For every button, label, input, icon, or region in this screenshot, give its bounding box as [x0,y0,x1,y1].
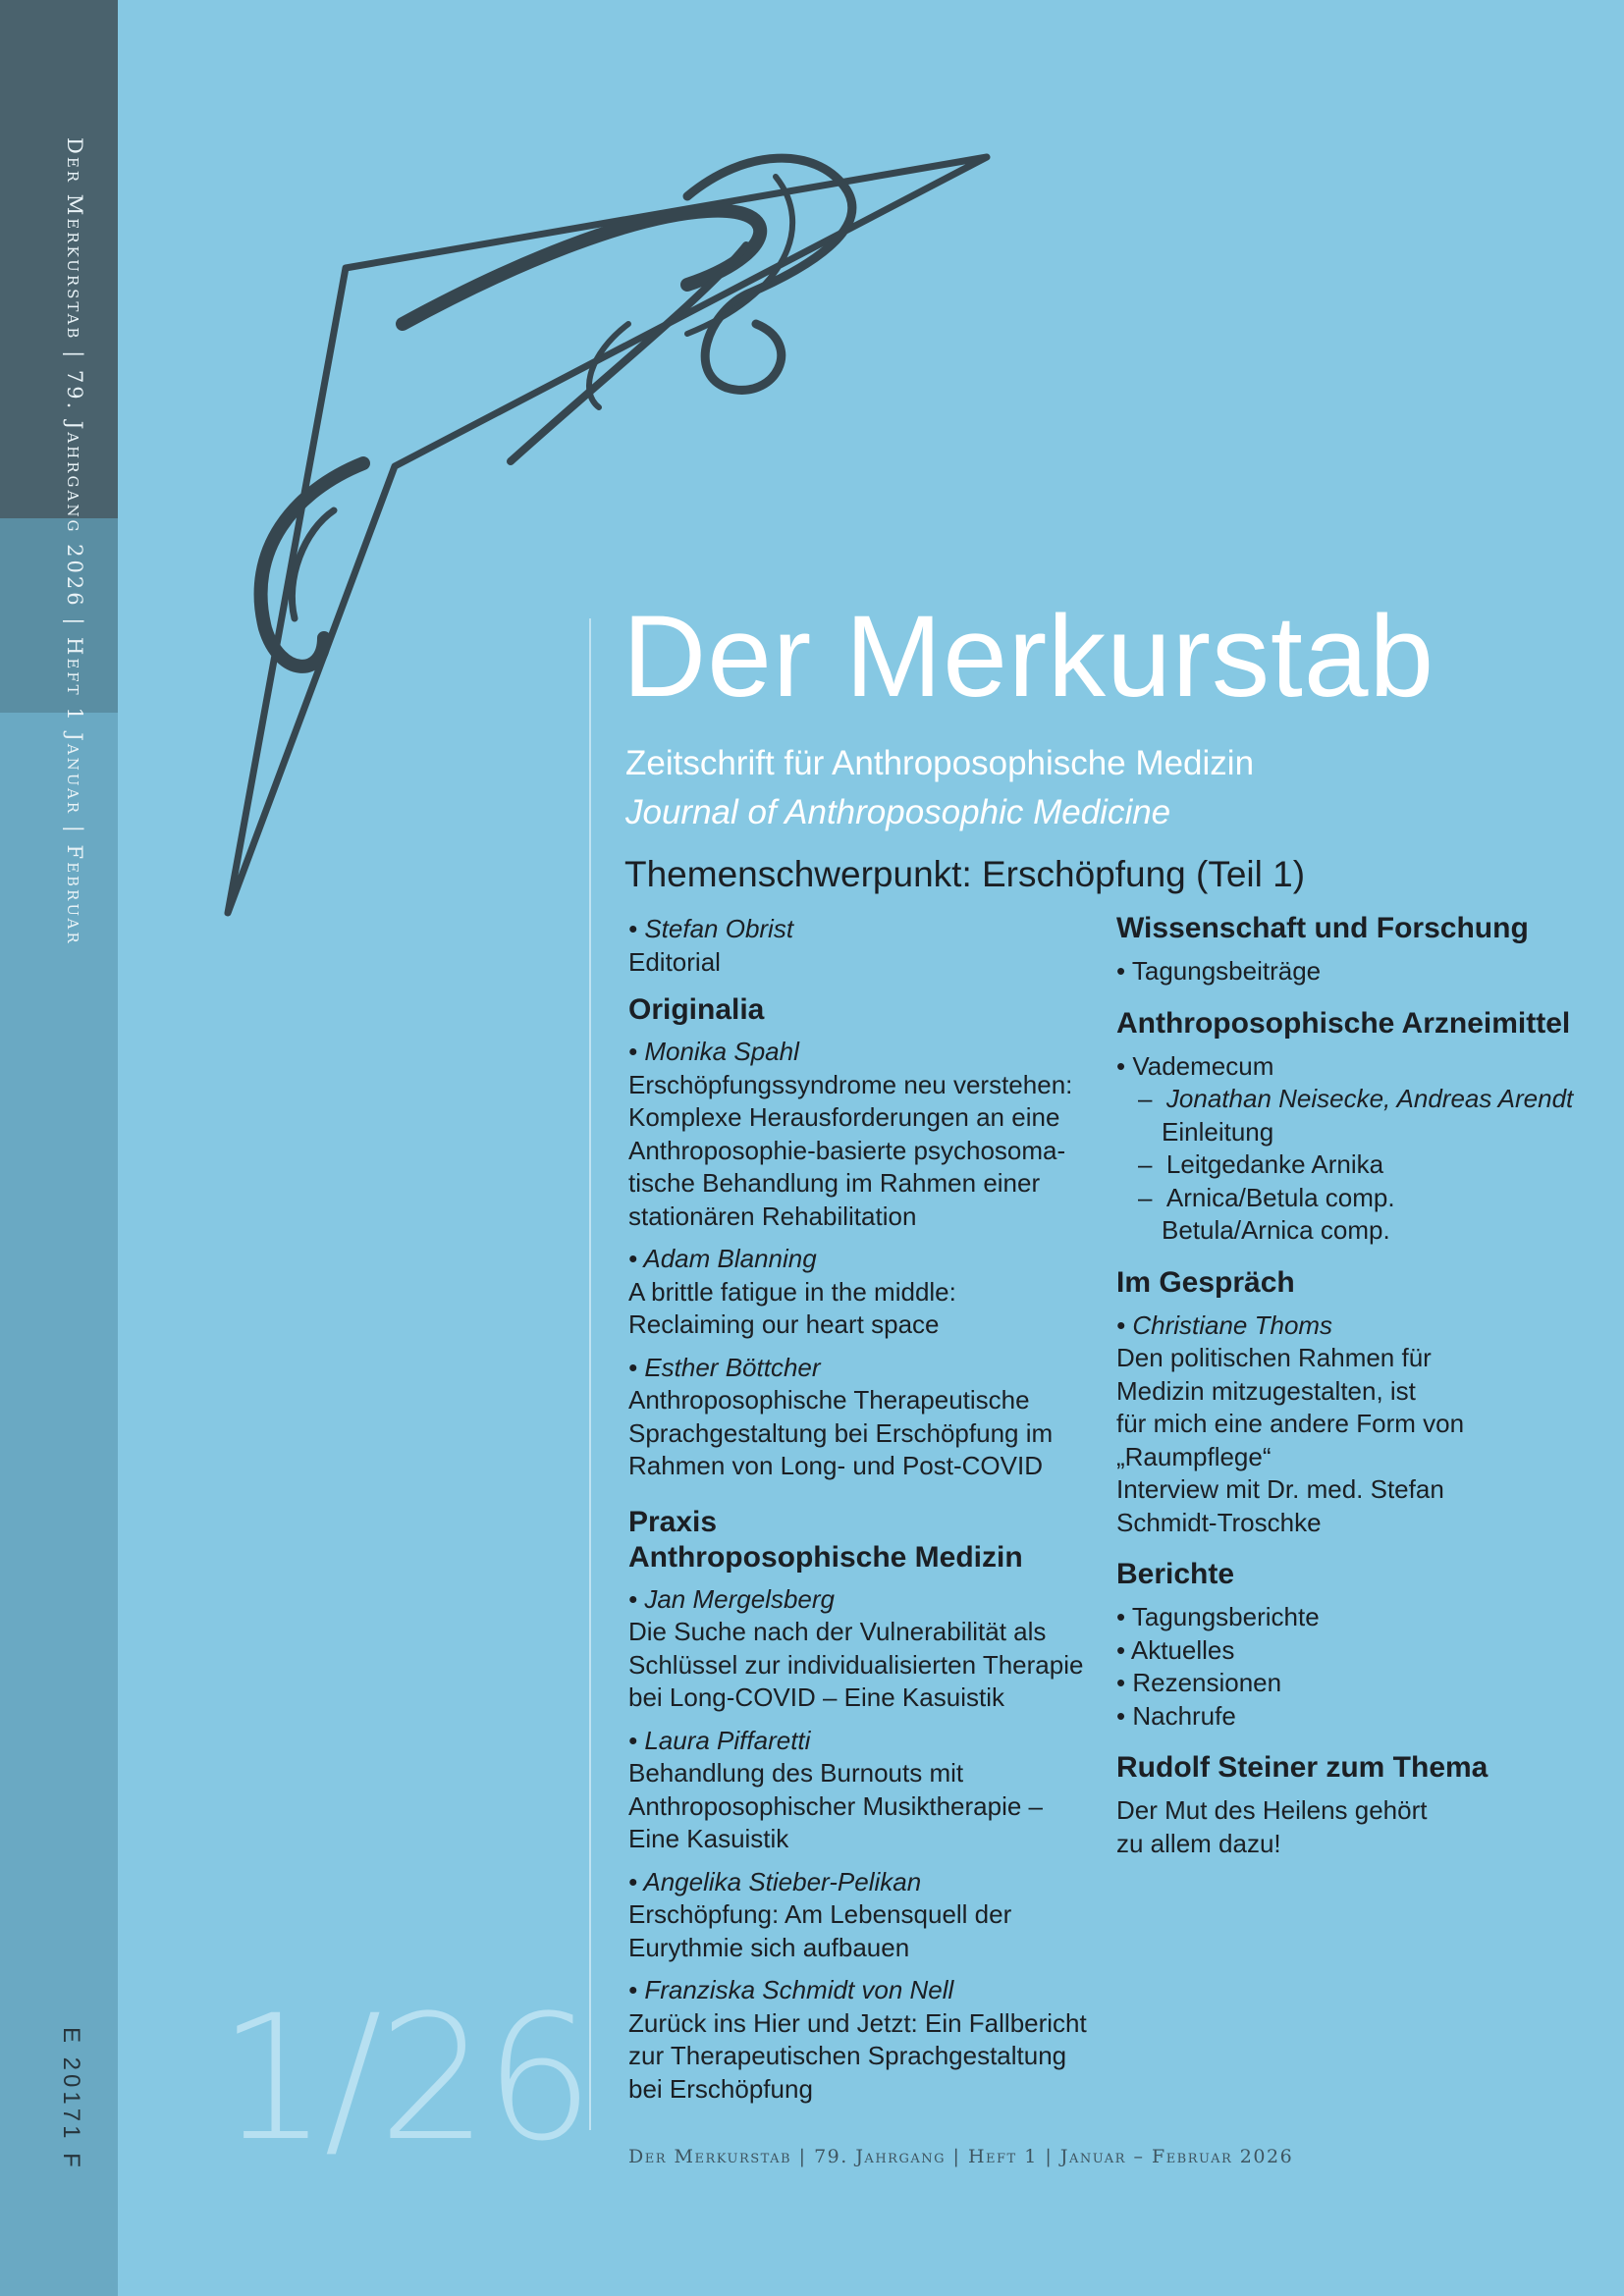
section-heading-gespraech: Im Gespräch [1116,1265,1295,1299]
article-title-line: „Raumpflege“ [1116,1441,1272,1471]
contents-left-column [628,913,1100,2106]
article-title-line: stationären Rehabilitation [628,1201,917,1231]
list-item: • Aktuelles [1116,1634,1235,1665]
article-entry [628,1036,1100,1233]
author: • Laura Piffaretti [628,1725,811,1755]
section-heading-originalia: Originalia [628,993,765,1026]
subtitle-english: Journal of Anthroposophic Medicine [625,793,1171,831]
subtitle-german: Zeitschrift für Anthroposophische Medizin [625,744,1255,782]
article-title-line: Die Suche nach der Vulnerabilität als [628,1617,1047,1646]
author: • Stefan Obrist [628,914,794,943]
sub-item-text: Arnica/Betula comp. [1165,1182,1395,1212]
list-item-text: • Vademecum [1116,1050,1274,1081]
dash-mark: – [1138,1149,1153,1179]
author: • Esther Böttcher [628,1352,821,1382]
article-entry [628,1974,1100,2106]
sub-item-continuation: Betula/Arnica comp. [1162,1215,1390,1245]
spine-title: Der Merkurstab | 79. Jahrgang 2026 | Heft 1 Januar | Februar [63,137,86,946]
article-title-line: Komplexe Herausforderungen an eine [628,1102,1060,1132]
article-title-line: Eine Kasuistik [628,1824,789,1853]
dash-mark: – [1138,1182,1153,1212]
article-title-line: A brittle fatigue in the middle: [628,1276,956,1307]
article-entry [628,1725,1100,1856]
article-title-line: Reclaiming our heart space [628,1309,940,1339]
author: • Christiane Thoms [1116,1309,1333,1340]
issue-number: 1/26 [218,1978,591,2179]
article-title-line: Anthroposophische Therapeutische [628,1385,1030,1415]
steiner-entry [1116,1794,1607,1860]
footer-line: Der Merkurstab | 79. Jahrgang | Heft 1 | Januar – Februar 2026 [628,2146,1294,2167]
section-heading-praxis: Praxis [628,1505,718,1538]
article-title-line: Schlüssel zur individualisierten Therapie [628,1649,1084,1680]
article-title-line: Anthroposophischer Musiktherapie – [628,1790,1044,1821]
article-entry [628,1866,1100,1965]
author: Jonathan Neisecke, Andreas Arendt [1165,1084,1574,1113]
editorial-entry [628,913,1100,979]
article-title-line: zur Therapeutischen Sprachgestaltung [628,2041,1067,2070]
article-title-line: Anthroposophie-basierte psychosoma- [628,1135,1066,1165]
author: • Franziska Schmidt von Nell [628,1975,954,2004]
section-heading-praxis-line2: Anthroposophische Medizin [628,1540,1023,1574]
journal-title: Der Merkurstab [623,592,1435,721]
author: • Adam Blanning [628,1244,817,1273]
article-title-line: tische Behandlung im Rahmen einer [628,1168,1041,1198]
article-title-line: Erschöpfungssyndrome neu verstehen: [628,1069,1073,1099]
theme-heading: Themenschwerpunkt: Erschöpfung (Teil 1) [624,854,1306,894]
sub-item [1116,1083,1607,1116]
article-title-line: Sprachgestaltung bei Erschöpfung im [628,1417,1054,1448]
article-title-line: bei Erschöpfung [628,2073,813,2104]
section-heading-wissenschaft: Wissenschaft und Forschung [1116,912,1529,944]
contents-right-column [1116,911,1607,1860]
sub-item-continuation: Einleitung [1162,1116,1274,1147]
article-title: Editorial [628,946,721,977]
article-title-line: bei Long-COVID – Eine Kasuistik [628,1682,1004,1712]
berichte-list [1116,1601,1607,1733]
vertical-divider [589,618,591,2130]
article-entry [628,1243,1100,1342]
article-title-line: Der Mut des Heilens gehört [1116,1795,1428,1825]
sub-item-text: Leitgedanke Arnika [1165,1149,1384,1179]
article-entry [628,1352,1100,1483]
article-entry [628,1583,1100,1715]
article-title-line: Medizin mitzugestalten, ist [1116,1375,1416,1406]
article-title-line: Interview mit Dr. med. Stefan [1116,1474,1444,1504]
spine-code: E 20171 F [58,2027,84,2171]
list-item-text: • Tagungsbeiträge [1116,956,1322,986]
list-item: • Nachrufe [1116,1700,1236,1731]
article-title-line: Erschöpfung: Am Lebensquell der [628,1899,1012,1929]
sub-item [1116,1148,1607,1182]
article-title-line: Zurück ins Hier und Jetzt: Ein Fallbericht [628,2007,1087,2038]
sub-item [1116,1182,1607,1215]
section-heading-arzneimittel: Anthroposophische Arzneimittel [1116,1006,1571,1040]
list-item [1116,955,1607,988]
list-item: • Rezensionen [1116,1668,1282,1697]
vademecum-entry [1116,1050,1607,1248]
dash-mark: – [1138,1084,1153,1113]
article-title-line: Rahmen von Long- und Post-COVID [628,1451,1043,1480]
section-heading-steiner: Rudolf Steiner zum Thema [1116,1751,1489,1784]
author: • Jan Mergelsberg [628,1583,835,1614]
article-title-line: Schmidt-Troschke [1116,1507,1322,1537]
article-title-line: für mich eine andere Form von [1116,1409,1465,1438]
author: • Monika Spahl [628,1037,799,1066]
interview-entry [1116,1309,1607,1540]
section-heading-berichte: Berichte [1116,1558,1235,1590]
article-title-line: Behandlung des Burnouts mit [628,1758,964,1788]
article-title-line: zu allem dazu! [1116,1828,1281,1858]
list-item: • Tagungsberichte [1116,1602,1320,1631]
article-title-line: Eurythmie sich aufbauen [628,1932,910,1962]
article-title-line: Den politischen Rahmen für [1116,1343,1432,1372]
author: • Angelika Stieber-Pelikan [628,1866,922,1896]
caduceus-logo-icon [0,0,1624,982]
